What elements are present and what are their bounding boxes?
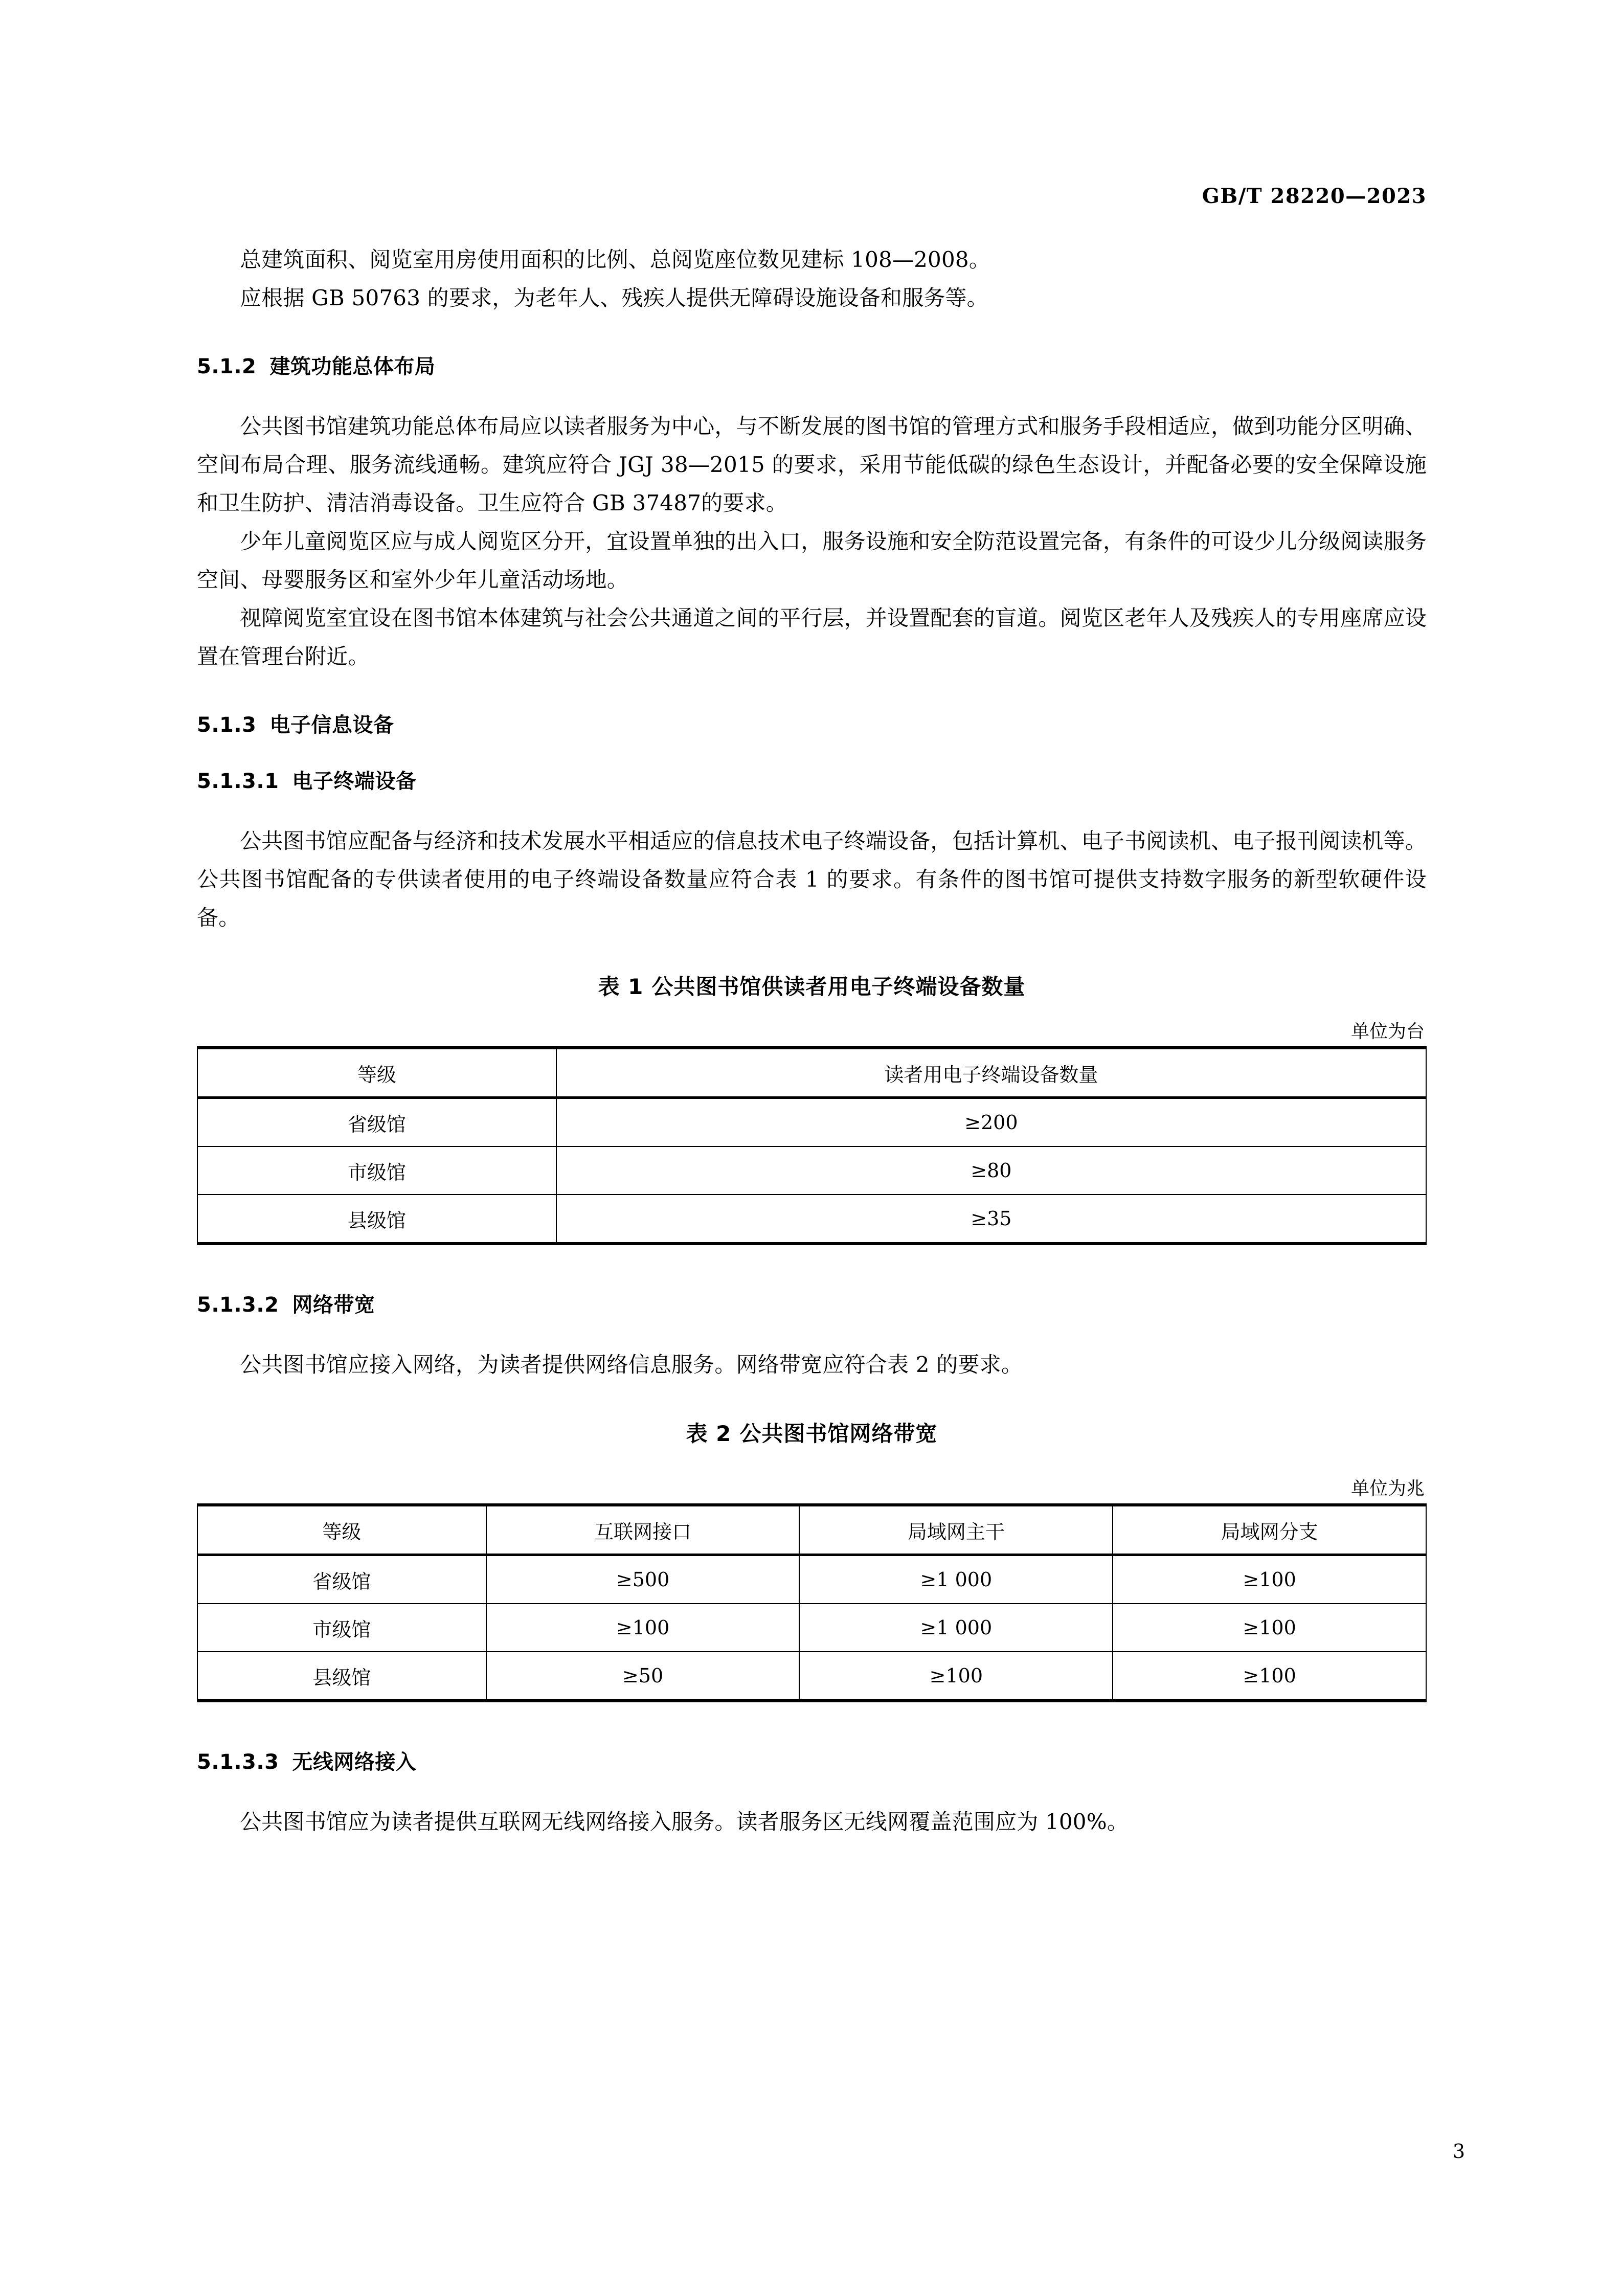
table-1-cell-value: ≥80 [556,1146,1426,1195]
table-1-label: 表 1 [598,974,644,999]
paragraph-5-1-2-a: 公共图书馆建筑功能总体布局应以读者服务为中心，与不断发展的图书馆的管理方式和服务手段相适应，做到功能分区明确、空间布局合理、服务流线通畅。建筑应符合 JGJ 38—2015 的要求，采用节能低碳的绿色生态设计，并配备必要的安全保障设施和卫生防护、清洁消毒设备。卫生应符合 GB 37487的要求。 [197,414,1427,515]
standard-code: GB/T 28220—2023 [1202,184,1427,208]
section-title: 无线网络接入 [292,1750,417,1774]
table-2-header-row [197,1505,1426,1555]
paragraph-5-1-3-1: 公共图书馆应配备与经济和技术发展水平相适应的信息技术电子终端设备，包括计算机、电子书阅读机、电子报刊阅读机等。公共图书馆配备的专供读者使用的电子终端设备数量应符合表 1 的要求。有条件的图书馆可提供支持数字服务的新型软硬件设备。 [197,828,1427,930]
table-row [197,1652,1426,1701]
spacer [197,382,1427,407]
table-2-cell-lan-branch: ≥100 [1113,1555,1426,1604]
spacer [197,676,1427,709]
table-2-cell-lan-branch: ≥100 [1113,1652,1426,1701]
table-2-cell-grade: 市级馆 [197,1604,486,1652]
table-2-label: 表 2 [686,1421,732,1446]
table-1-cell-grade: 县级馆 [197,1195,556,1244]
section-title: 电子信息设备 [269,713,394,737]
spacer [197,741,1427,766]
spacer [197,317,1427,351]
page-content [197,240,1427,1841]
spacer [197,1450,1427,1475]
spacer [197,1003,1427,1018]
table-2 [197,1503,1427,1702]
intro-paragraph-1: 总建筑面积、阅览室用房使用面积的比例、总阅览座位数见建标 108—2008。 [240,247,991,272]
table-row [197,1604,1426,1652]
table-2-cell-lan-branch: ≥100 [1113,1604,1426,1652]
table-2-title: 公共图书馆网络带宽 [739,1421,938,1446]
section-heading-5-1-2 [197,351,1427,382]
table-1-cell-value: ≥200 [556,1098,1426,1147]
table-row [197,1098,1426,1147]
table-2-cell-grade: 省级馆 [197,1555,486,1604]
table-1-cell-value: ≥35 [556,1195,1426,1244]
table-2-col-header-lan-branch: 局域网分支 [1113,1505,1426,1555]
section-number: 5.1.2 [197,355,257,378]
page-number: 3 [1452,2140,1465,2163]
spacer [197,1384,1427,1417]
section-heading-5-1-3 [197,709,1427,741]
table-2-caption [197,1417,1427,1450]
table-2-cell-lan-backbone: ≥1 000 [799,1555,1113,1604]
table-row [197,1146,1426,1195]
spacer [197,1245,1427,1289]
paragraph-5-1-2-b: 少年儿童阅览区应与成人阅览区分开，宜设置单独的出入口，服务设施和安全防范设置完备，有条件的可设少儿分级阅读服务空间、母婴服务区和室外少年儿童活动场地。 [197,529,1427,592]
table-1-col-header-count: 读者用电子终端设备数量 [556,1048,1426,1098]
section-number: 5.1.3.3 [197,1750,279,1774]
table-1-unit-note: 单位为台 [1350,1021,1425,1042]
table-2-col-header-internet: 互联网接口 [486,1505,800,1555]
table-1-cell-grade: 省级馆 [197,1098,556,1147]
spacer [197,937,1427,971]
table-1-header-row [197,1048,1426,1098]
table-row [197,1555,1426,1604]
paragraph-5-1-3-3: 公共图书馆应为读者提供互联网无线网络接入服务。读者服务区无线网覆盖范围应为 100%。 [240,1809,1129,1834]
spacer [197,797,1427,822]
section-heading-5-1-3-3 [197,1746,1427,1778]
paragraph-5-1-3-2: 公共图书馆应接入网络，为读者提供网络信息服务。网络带宽应符合表 2 的要求。 [240,1352,1023,1377]
spacer [197,1321,1427,1345]
table-row [197,1195,1426,1244]
table-2-col-header-grade: 等级 [197,1505,486,1555]
table-2-col-header-lan-backbone: 局域网主干 [799,1505,1113,1555]
running-header [197,184,1427,208]
table-1-col-header-grade: 等级 [197,1048,556,1098]
section-heading-5-1-3-2 [197,1289,1427,1321]
table-2-cell-grade: 县级馆 [197,1652,486,1701]
table-2-unit-note: 单位为兆 [1350,1478,1425,1499]
section-title: 建筑功能总体布局 [269,355,436,378]
table-2-cell-lan-backbone: ≥100 [799,1652,1113,1701]
table-2-cell-lan-backbone: ≥1 000 [799,1604,1113,1652]
table-2-cell-internet: ≥100 [486,1604,800,1652]
table-1-title: 公共图书馆供读者用电子终端设备数量 [651,974,1026,999]
table-2-cell-internet: ≥500 [486,1555,800,1604]
table-1-cell-grade: 市级馆 [197,1146,556,1195]
paragraph-5-1-2-c: 视障阅览室宜设在图书馆本体建筑与社会公共通道之间的平行层，并设置配套的盲道。阅览区老年人及残疾人的专用座席应设置在管理台附近。 [197,605,1427,669]
spacer [197,1778,1427,1803]
section-title: 电子终端设备 [292,770,417,793]
section-number: 5.1.3.1 [197,770,279,793]
intro-paragraph-2: 应根据 GB 50763 的要求，为老年人、残疾人提供无障碍设施设备和服务等。 [240,285,988,310]
section-number: 5.1.3 [197,713,257,737]
section-title: 网络带宽 [292,1293,375,1317]
spacer [197,1702,1427,1746]
table-1-caption [197,971,1427,1003]
section-number: 5.1.3.2 [197,1293,279,1317]
table-1 [197,1046,1427,1245]
section-heading-5-1-3-1 [197,766,1427,797]
table-2-cell-internet: ≥50 [486,1652,800,1701]
